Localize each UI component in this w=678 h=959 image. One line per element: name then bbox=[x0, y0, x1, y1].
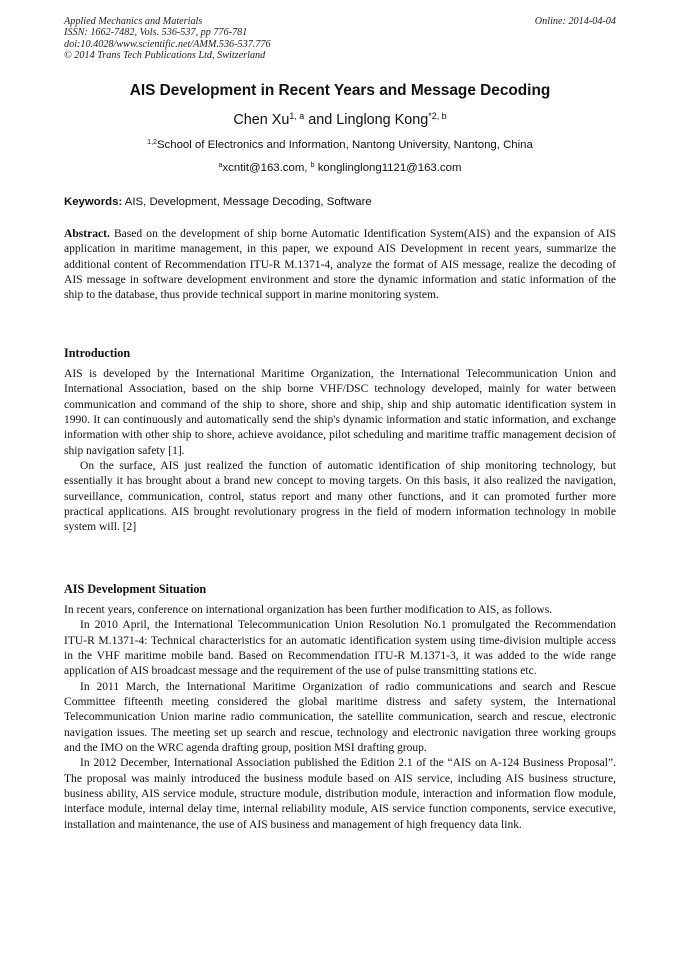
author-2: Linglong Kong bbox=[336, 112, 429, 128]
paragraph: AIS is developed by the International Maritime Organization, the International Telecommunication Union and International Association, based on the ship borne VHF/DSC technology developed, mainly for water between communication and command of the ship to shore, shore and ship, ship and ship automatic identification system in 1990. It can continuously and automatically send the ship's dynamic information and static information, and exchange information with other ship to shore, achieve avoidance, pilot scheduling and maritime traffic management decision of ship navigation safety [1]. bbox=[64, 368, 616, 457]
doi-line: doi:10.4028/www.scientific.net/AMM.536-537.776 bbox=[64, 38, 271, 50]
section-heading-development: AIS Development Situation bbox=[64, 582, 207, 596]
email-sup-a: a bbox=[218, 162, 223, 170]
paper-title: AIS Development in Recent Years and Message Decoding bbox=[129, 82, 551, 99]
abstract bbox=[64, 227, 616, 304]
paragraph: In recent years, conference on international organization has been further modification to AIS, as follows. bbox=[64, 604, 553, 616]
development-body bbox=[64, 603, 616, 833]
email-a: xcntit@163.com, bbox=[222, 162, 311, 174]
keywords-text: AIS, Development, Message Decoding, Software bbox=[122, 196, 372, 208]
author-1: Chen Xu bbox=[233, 112, 290, 128]
section-heading-introduction: Introduction bbox=[64, 346, 131, 360]
keywords-label: Keywords: bbox=[64, 196, 123, 208]
introduction-body bbox=[64, 367, 616, 536]
author-line bbox=[64, 112, 616, 128]
online-date: Online: 2014-04-04 bbox=[534, 16, 616, 27]
issn-line: ISSN: 1662-7482, Vols. 536-537, pp 776-781 bbox=[64, 27, 248, 39]
affiliation bbox=[64, 139, 616, 151]
affiliation-sup: 1,2 bbox=[147, 139, 157, 147]
author-2-sup: *2, b bbox=[428, 111, 447, 122]
email-line bbox=[64, 162, 616, 174]
paragraph: In 2010 April, the International Telecommunication Union Resolution No.1 promulgated the Recommendation ITU-R M.1371-4: Technical characteristics for an automatic identification system using time-division multiple access in the VHF maritime mobile band. Based on Recommendation ITU-R M.1371-3, it was added to the wide range application of AIS broadcast message and the requirement of the use of pulse transmitting stations etc. bbox=[64, 619, 616, 678]
journal-name: Applied Mechanics and Materials bbox=[64, 16, 203, 27]
paragraph: On the surface, AIS just realized the function of automatic identification of ship monitoring technology, but essentially it has brought about a brand new concept to moving targets. On this basis, it also realized the navigation, surveillance, communication, control, status report and many other functions, and it can promoted further more practical applications. AIS brought revolutionary progress in the field of modern information technology in mobile system will. [2] bbox=[64, 460, 616, 534]
author-1-sup: 1, a bbox=[289, 111, 305, 122]
journal-header bbox=[64, 16, 616, 61]
paragraph: In 2011 March, the International Maritime Organization of radio communications and search and Rescue Committee fifteenth meeting considered the global maritime distress and safety system, the International Telecommunication Union marine radio communication, the satellite communication, search and rescue, electronic navigation issues. The meeting set up search and rescue, technology and electronic navigation three working groups and the IMO on the WRC agenda drafting group, position MSI drafting group. bbox=[64, 680, 616, 755]
keywords bbox=[64, 196, 616, 208]
email-sup-b: b bbox=[310, 162, 315, 170]
abstract-label: Abstract. bbox=[64, 228, 110, 240]
copyright-line: © 2014 Trans Tech Publications Ltd, Switzerland bbox=[64, 49, 266, 61]
abstract-text: Based on the development of ship borne Automatic Identification System(AIS) and the expansion of AIS application in maritime management, in this paper, we expound AIS Development in recent years, summarize the additional content of Recommendation ITU-R M.1371-4, analyze the format of AIS message, realize the decoding of AIS message in software development environment and store the dynamic information and static information of the ship to the database, thus provide technical support in marine monitoring system. bbox=[64, 228, 616, 302]
author-connector: and bbox=[304, 112, 337, 128]
email-b: konglinglong1121@163.com bbox=[314, 162, 462, 174]
paragraph: In 2012 December, International Association published the Edition 2.1 of the “AIS on A-124 Business Proposal”. The proposal was mainly introduced the business module based on AIS service, including AIS business structure, business ability, AIS service module, structure module, distribution module, interaction and information flow module, interface module, internal delay time, internal reliability module, AIS service function components, service executive, installation and maintenance, the use of AIS business and management of high frequency data link. bbox=[64, 757, 616, 831]
affiliation-text: School of Electronics and Information, Nantong University, Nantong, China bbox=[156, 139, 533, 151]
